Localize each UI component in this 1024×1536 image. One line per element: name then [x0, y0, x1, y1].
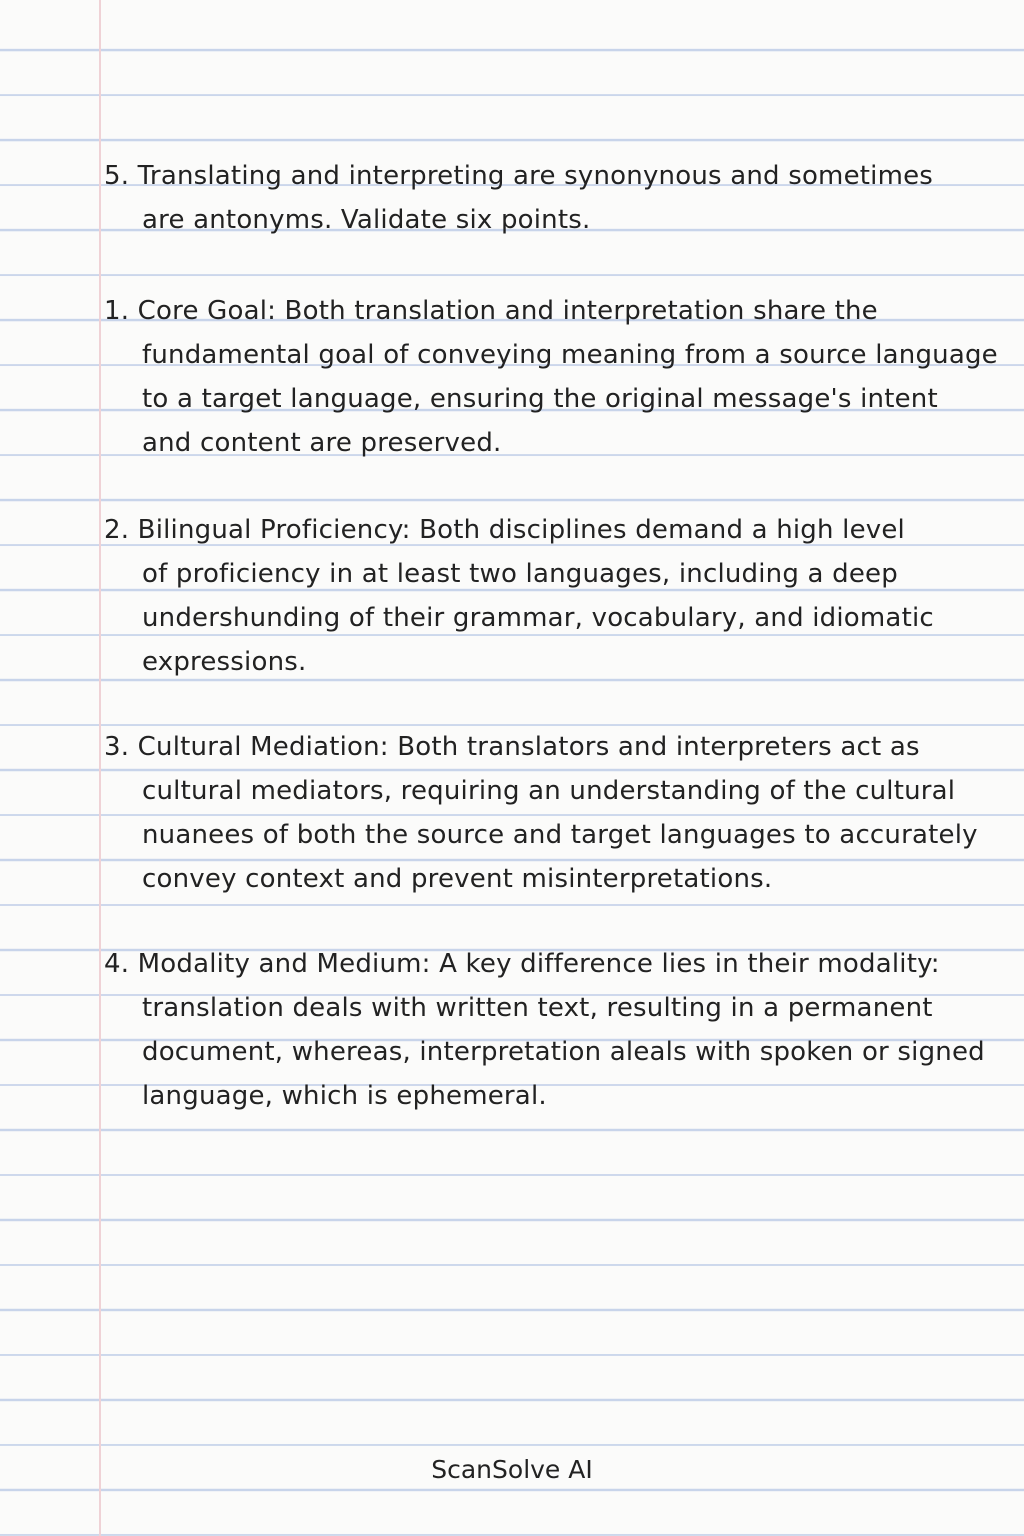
point-line: of proficiency in at least two languages, including a deep: [142, 559, 898, 589]
brand-footer: ScanSolve AI: [431, 1455, 593, 1484]
question-block: [104, 154, 984, 242]
point-line: 1. Core Goal: Both translation and interpretation share the: [104, 296, 878, 326]
question-line: are antonyms. Validate six points.: [142, 205, 591, 235]
point-line: convey context and prevent misinterpretations.: [142, 864, 773, 894]
point-line: to a target language, ensuring the original message's intent: [142, 384, 938, 414]
point-line: 3. Cultural Mediation: Both translators and interpreters act as: [104, 732, 920, 762]
point-line: 2. Bilingual Proficiency: Both disciplines demand a high level: [104, 515, 905, 545]
point-line: and content are preserved.: [142, 428, 502, 458]
question-line: 5. Translating and interpreting are synonynous and sometimes: [104, 161, 934, 191]
answer-point-1: [104, 289, 998, 465]
point-line: translation deals with written text, resulting in a permanent: [142, 993, 933, 1023]
answer-point-3: [104, 725, 984, 901]
answer-point-2: [104, 508, 984, 684]
point-line: nuanees of both the source and target languages to accurately: [142, 820, 978, 850]
point-line: fundamental goal of conveying meaning from a source language: [142, 340, 998, 370]
answer-point-4: [104, 942, 984, 1118]
point-line: expressions.: [142, 647, 307, 677]
point-line: 4. Modality and Medium: A key difference lies in their modality:: [104, 949, 940, 979]
point-line: undershunding of their grammar, vocabulary, and idiomatic: [142, 603, 934, 633]
point-line: document, whereas, interpretation aleals with spoken or signed: [142, 1037, 985, 1067]
point-line: language, which is ephemeral.: [142, 1081, 547, 1111]
point-line: cultural mediators, requiring an understanding of the cultural: [142, 776, 956, 806]
